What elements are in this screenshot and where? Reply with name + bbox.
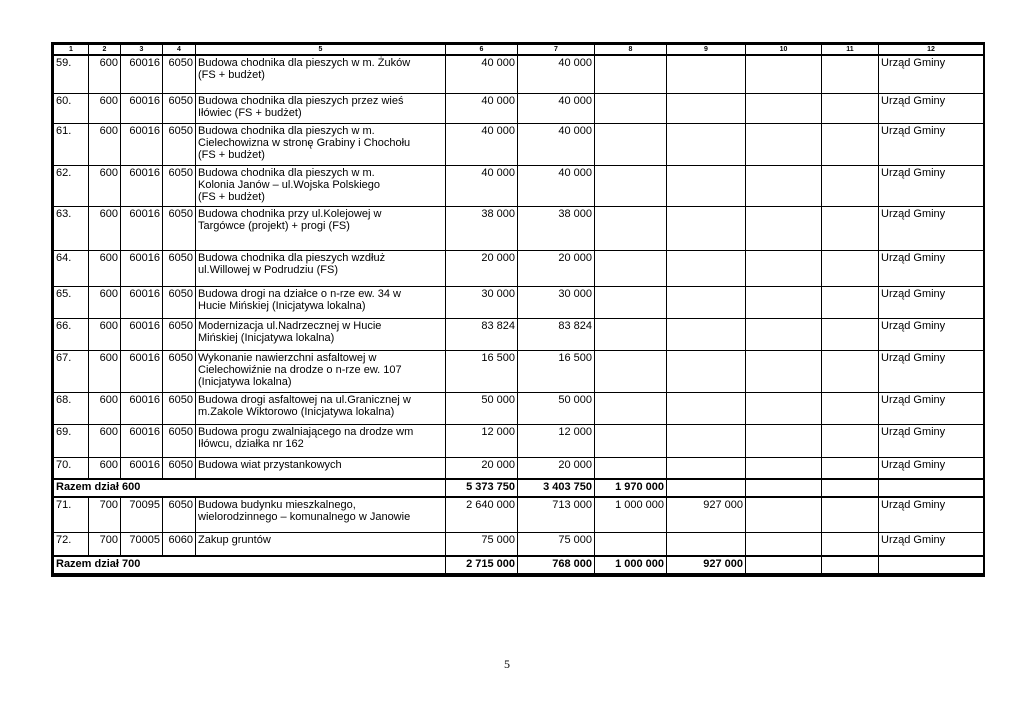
amount-cell-6: 38 000 bbox=[446, 206, 518, 250]
dzial-cell: 600 bbox=[89, 93, 121, 123]
header-cell: 8 bbox=[595, 45, 667, 56]
amount-cell-7: 12 000 bbox=[518, 424, 595, 457]
amount-cell-7: 16 500 bbox=[518, 350, 595, 392]
amount-cell-6: 30 000 bbox=[446, 286, 518, 318]
column-number-header bbox=[54, 45, 984, 56]
unit-cell: Urząd Gminy bbox=[879, 350, 984, 392]
budget-table-container bbox=[51, 42, 985, 577]
amount-cell-9 bbox=[667, 55, 746, 93]
amount-cell-6: 50 000 bbox=[446, 392, 518, 424]
cell-11 bbox=[822, 55, 879, 93]
amount-cell-9: 927 000 bbox=[667, 497, 746, 532]
paragraf-cell: 6050 bbox=[163, 206, 196, 250]
amount-cell-9 bbox=[667, 250, 746, 286]
lp-cell: 66. bbox=[54, 318, 89, 350]
cell-11 bbox=[822, 286, 879, 318]
rozdzial-cell: 60016 bbox=[121, 350, 163, 392]
lp-cell: 59. bbox=[54, 55, 89, 93]
unit-cell: Urząd Gminy bbox=[879, 206, 984, 250]
amount-cell-6: 16 500 bbox=[446, 350, 518, 392]
amount-cell-9 bbox=[667, 318, 746, 350]
amount-cell-8 bbox=[595, 392, 667, 424]
rozdzial-cell: 60016 bbox=[121, 123, 163, 165]
rozdzial-cell: 60016 bbox=[121, 55, 163, 93]
paragraf-cell: 6050 bbox=[163, 457, 196, 479]
unit-cell: Urząd Gminy bbox=[879, 318, 984, 350]
rozdzial-cell: 60016 bbox=[121, 286, 163, 318]
paragraf-cell: 6050 bbox=[163, 123, 196, 165]
table-row bbox=[54, 55, 984, 93]
unit-cell: Urząd Gminy bbox=[879, 497, 984, 532]
amount-cell-6: 2 640 000 bbox=[446, 497, 518, 532]
lp-cell: 72. bbox=[54, 532, 89, 556]
lp-cell: 69. bbox=[54, 424, 89, 457]
rozdzial-cell: 60016 bbox=[121, 206, 163, 250]
cell-10 bbox=[746, 392, 822, 424]
unit-cell: Urząd Gminy bbox=[879, 392, 984, 424]
rozdzial-cell: 60016 bbox=[121, 424, 163, 457]
unit-cell: Urząd Gminy bbox=[879, 123, 984, 165]
table-row bbox=[54, 93, 984, 123]
amount-cell-6: 83 824 bbox=[446, 318, 518, 350]
lp-cell: 70. bbox=[54, 457, 89, 479]
page-number: 5 bbox=[504, 657, 510, 671]
amount-cell-7: 713 000 bbox=[518, 497, 595, 532]
dzial-cell: 700 bbox=[89, 497, 121, 532]
amount-cell-6: 75 000 bbox=[446, 532, 518, 556]
sum-amount-cell: 927 000 bbox=[667, 556, 746, 574]
amount-cell-7: 20 000 bbox=[518, 457, 595, 479]
paragraf-cell: 6050 bbox=[163, 424, 196, 457]
amount-cell-6: 20 000 bbox=[446, 457, 518, 479]
amount-cell-7: 83 824 bbox=[518, 318, 595, 350]
unit-cell: Urząd Gminy bbox=[879, 250, 984, 286]
lp-cell: 61. bbox=[54, 123, 89, 165]
cell-11 bbox=[822, 457, 879, 479]
unit-cell: Urząd Gminy bbox=[879, 457, 984, 479]
amount-cell-6: 20 000 bbox=[446, 250, 518, 286]
lp-cell: 60. bbox=[54, 93, 89, 123]
rozdzial-cell: 60016 bbox=[121, 250, 163, 286]
rozdzial-cell: 60016 bbox=[121, 392, 163, 424]
table-row bbox=[54, 206, 984, 250]
description-cell: Budowa chodnika dla pieszych wzdłuż ul.Willowej w Podrudziu (FS) bbox=[196, 250, 446, 286]
amount-cell-9 bbox=[667, 165, 746, 206]
cell-10 bbox=[746, 457, 822, 479]
amount-cell-7: 30 000 bbox=[518, 286, 595, 318]
lp-cell: 63. bbox=[54, 206, 89, 250]
sum-amount-cell: 1 970 000 bbox=[595, 479, 667, 497]
table-row bbox=[54, 497, 984, 532]
paragraf-cell: 6050 bbox=[163, 286, 196, 318]
description-cell: Budowa wiat przystankowych bbox=[196, 457, 446, 479]
dzial-cell: 600 bbox=[89, 350, 121, 392]
lp-cell: 71. bbox=[54, 497, 89, 532]
empty-cell bbox=[879, 556, 984, 574]
table-row bbox=[54, 123, 984, 165]
cell-10 bbox=[746, 206, 822, 250]
empty-cell bbox=[822, 556, 879, 574]
amount-cell-8 bbox=[595, 93, 667, 123]
amount-cell-8 bbox=[595, 424, 667, 457]
lp-cell: 65. bbox=[54, 286, 89, 318]
lp-cell: 67. bbox=[54, 350, 89, 392]
amount-cell-8 bbox=[595, 286, 667, 318]
unit-cell: Urząd Gminy bbox=[879, 165, 984, 206]
amount-cell-8 bbox=[595, 532, 667, 556]
amount-cell-7: 40 000 bbox=[518, 123, 595, 165]
table-row bbox=[54, 250, 984, 286]
sum-amount-cell: 5 373 750 bbox=[446, 479, 518, 497]
cell-11 bbox=[822, 532, 879, 556]
amount-cell-7: 40 000 bbox=[518, 93, 595, 123]
paragraf-cell: 6050 bbox=[163, 93, 196, 123]
cell-11 bbox=[822, 318, 879, 350]
unit-cell: Urząd Gminy bbox=[879, 286, 984, 318]
amount-cell-7: 20 000 bbox=[518, 250, 595, 286]
sum-amount-cell bbox=[667, 479, 746, 497]
lp-cell: 62. bbox=[54, 165, 89, 206]
amount-cell-7: 75 000 bbox=[518, 532, 595, 556]
cell-11 bbox=[822, 350, 879, 392]
header-cell: 4 bbox=[163, 45, 196, 56]
amount-cell-9 bbox=[667, 532, 746, 556]
cell-10 bbox=[746, 55, 822, 93]
amount-cell-8 bbox=[595, 165, 667, 206]
sum-amount-cell: 768 000 bbox=[518, 556, 595, 574]
rozdzial-cell: 60016 bbox=[121, 93, 163, 123]
amount-cell-8 bbox=[595, 55, 667, 93]
cell-11 bbox=[822, 93, 879, 123]
table-row bbox=[54, 350, 984, 392]
header-cell: 10 bbox=[746, 45, 822, 56]
amount-cell-8 bbox=[595, 350, 667, 392]
amount-cell-6: 40 000 bbox=[446, 55, 518, 93]
description-cell: Budowa chodnika dla pieszych w m. Cielechowizna w stronę Grabiny i Chochołu (FS + budżet) bbox=[196, 123, 446, 165]
description-cell: Budowa chodnika dla pieszych przez wieś Iłówiec (FS + budżet) bbox=[196, 93, 446, 123]
empty-cell bbox=[879, 479, 984, 497]
dzial-cell: 600 bbox=[89, 123, 121, 165]
rozdzial-cell: 60016 bbox=[121, 457, 163, 479]
dzial-cell: 700 bbox=[89, 532, 121, 556]
unit-cell: Urząd Gminy bbox=[879, 424, 984, 457]
amount-cell-9 bbox=[667, 392, 746, 424]
amount-cell-6: 12 000 bbox=[446, 424, 518, 457]
table-row bbox=[54, 532, 984, 556]
header-cell: 7 bbox=[518, 45, 595, 56]
cell-11 bbox=[822, 497, 879, 532]
description-cell: Zakup gruntów bbox=[196, 532, 446, 556]
table-row bbox=[54, 392, 984, 424]
dzial-cell: 600 bbox=[89, 424, 121, 457]
description-cell: Budowa drogi na działce o n-rze ew. 34 w Hucie Mińskiej (Inicjatywa lokalna) bbox=[196, 286, 446, 318]
header-cell: 3 bbox=[121, 45, 163, 56]
cell-11 bbox=[822, 392, 879, 424]
description-cell: Budowa progu zwalniającego na drodze wm Iłówcu, działka nr 162 bbox=[196, 424, 446, 457]
table-row bbox=[54, 286, 984, 318]
amount-cell-7: 40 000 bbox=[518, 55, 595, 93]
description-cell: Wykonanie nawierzchni asfaltowej w Cielechowiźnie na drodze o n-rze ew. 107 (Inicjatywa lokalna) bbox=[196, 350, 446, 392]
empty-cell bbox=[746, 556, 822, 574]
amount-cell-6: 40 000 bbox=[446, 165, 518, 206]
sum-amount-cell: 2 715 000 bbox=[446, 556, 518, 574]
rozdzial-cell: 70095 bbox=[121, 497, 163, 532]
description-cell: Budowa chodnika dla pieszych w m. Kolonia Janów – ul.Wojska Polskiego (FS + budżet) bbox=[196, 165, 446, 206]
sum-row bbox=[54, 479, 984, 497]
cell-10 bbox=[746, 532, 822, 556]
sum-amount-cell: 1 000 000 bbox=[595, 556, 667, 574]
dzial-cell: 600 bbox=[89, 457, 121, 479]
cell-10 bbox=[746, 93, 822, 123]
dzial-cell: 600 bbox=[89, 206, 121, 250]
sum-label: Razem dział 600 bbox=[54, 479, 446, 497]
cell-10 bbox=[746, 250, 822, 286]
description-cell: Budowa chodnika dla pieszych w m. Żuków (FS + budżet) bbox=[196, 55, 446, 93]
unit-cell: Urząd Gminy bbox=[879, 55, 984, 93]
amount-cell-7: 40 000 bbox=[518, 165, 595, 206]
description-cell: Budowa budynku mieszkalnego, wielorodzinnego – komunalnego w Janowie bbox=[196, 497, 446, 532]
sum-row bbox=[54, 556, 984, 574]
amount-cell-8 bbox=[595, 318, 667, 350]
empty-cell bbox=[746, 479, 822, 497]
rozdzial-cell: 60016 bbox=[121, 318, 163, 350]
investment-table bbox=[53, 44, 984, 575]
paragraf-cell: 6060 bbox=[163, 532, 196, 556]
table-row bbox=[54, 165, 984, 206]
paragraf-cell: 6050 bbox=[163, 55, 196, 93]
description-cell: Budowa chodnika przy ul.Kolejowej w Targówce (projekt) + progi (FS) bbox=[196, 206, 446, 250]
amount-cell-9 bbox=[667, 123, 746, 165]
header-cell: 6 bbox=[446, 45, 518, 56]
cell-10 bbox=[746, 424, 822, 457]
lp-cell: 64. bbox=[54, 250, 89, 286]
dzial-cell: 600 bbox=[89, 318, 121, 350]
cell-10 bbox=[746, 350, 822, 392]
description-cell: Modernizacja ul.Nadrzecznej w Hucie Mińskiej (Inicjatywa lokalna) bbox=[196, 318, 446, 350]
amount-cell-8 bbox=[595, 457, 667, 479]
cell-11 bbox=[822, 206, 879, 250]
paragraf-cell: 6050 bbox=[163, 250, 196, 286]
cell-10 bbox=[746, 123, 822, 165]
amount-cell-7: 50 000 bbox=[518, 392, 595, 424]
table-row bbox=[54, 457, 984, 479]
unit-cell: Urząd Gminy bbox=[879, 93, 984, 123]
cell-10 bbox=[746, 165, 822, 206]
rozdzial-cell: 70005 bbox=[121, 532, 163, 556]
amount-cell-8 bbox=[595, 250, 667, 286]
dzial-cell: 600 bbox=[89, 55, 121, 93]
amount-cell-8: 1 000 000 bbox=[595, 497, 667, 532]
cell-10 bbox=[746, 318, 822, 350]
amount-cell-9 bbox=[667, 457, 746, 479]
header-cell: 1 bbox=[54, 45, 89, 56]
lp-cell: 68. bbox=[54, 392, 89, 424]
paragraf-cell: 6050 bbox=[163, 350, 196, 392]
amount-cell-9 bbox=[667, 350, 746, 392]
amount-cell-6: 40 000 bbox=[446, 93, 518, 123]
header-cell: 12 bbox=[879, 45, 984, 56]
amount-cell-8 bbox=[595, 123, 667, 165]
header-cell: 9 bbox=[667, 45, 746, 56]
paragraf-cell: 6050 bbox=[163, 497, 196, 532]
amount-cell-6: 40 000 bbox=[446, 123, 518, 165]
amount-cell-7: 38 000 bbox=[518, 206, 595, 250]
amount-cell-9 bbox=[667, 286, 746, 318]
table-row bbox=[54, 424, 984, 457]
sum-amount-cell: 3 403 750 bbox=[518, 479, 595, 497]
cell-10 bbox=[746, 497, 822, 532]
unit-cell: Urząd Gminy bbox=[879, 532, 984, 556]
cell-10 bbox=[746, 286, 822, 318]
sum-label: Razem dział 700 bbox=[54, 556, 446, 574]
paragraf-cell: 6050 bbox=[163, 392, 196, 424]
dzial-cell: 600 bbox=[89, 165, 121, 206]
dzial-cell: 600 bbox=[89, 286, 121, 318]
table-row bbox=[54, 318, 984, 350]
cell-11 bbox=[822, 250, 879, 286]
rozdzial-cell: 60016 bbox=[121, 165, 163, 206]
cell-11 bbox=[822, 424, 879, 457]
amount-cell-9 bbox=[667, 424, 746, 457]
cell-11 bbox=[822, 165, 879, 206]
header-cell: 2 bbox=[89, 45, 121, 56]
paragraf-cell: 6050 bbox=[163, 318, 196, 350]
paragraf-cell: 6050 bbox=[163, 165, 196, 206]
dzial-cell: 600 bbox=[89, 392, 121, 424]
header-cell: 11 bbox=[822, 45, 879, 56]
amount-cell-8 bbox=[595, 206, 667, 250]
description-cell: Budowa drogi asfaltowej na ul.Granicznej w m.Zakole Wiktorowo (Inicjatywa lokalna) bbox=[196, 392, 446, 424]
header-cell: 5 bbox=[196, 45, 446, 56]
amount-cell-9 bbox=[667, 93, 746, 123]
amount-cell-9 bbox=[667, 206, 746, 250]
dzial-cell: 600 bbox=[89, 250, 121, 286]
cell-11 bbox=[822, 123, 879, 165]
empty-cell bbox=[822, 479, 879, 497]
